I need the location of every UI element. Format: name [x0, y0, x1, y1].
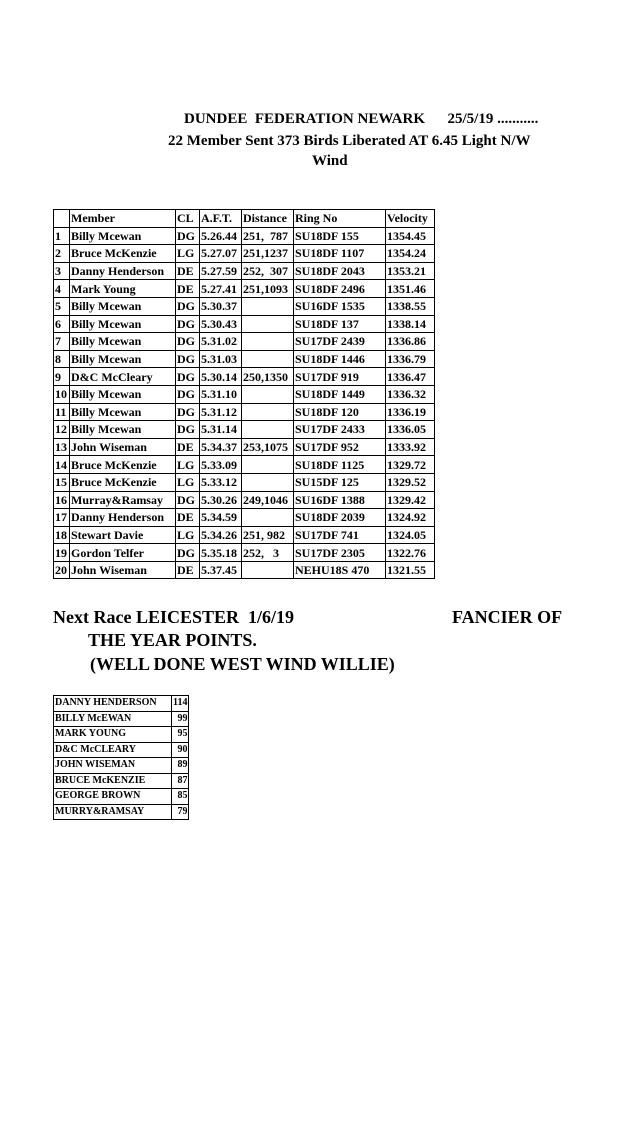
- cell-distance: [242, 403, 294, 421]
- cell-position: 1: [54, 227, 70, 245]
- cell-velocity: 1336.32: [386, 385, 435, 403]
- cell-class: DG: [176, 227, 200, 245]
- cell-velocity: 1336.86: [386, 333, 435, 351]
- cell-class: DE: [176, 509, 200, 527]
- results-table: [53, 209, 435, 579]
- cell-position: 15: [54, 473, 70, 491]
- points-cell-points: 85: [172, 789, 189, 805]
- cell-position: 11: [54, 403, 70, 421]
- cell-aft: 5.35.18: [200, 544, 242, 562]
- cell-distance: 253,1075: [242, 438, 294, 456]
- points-row: [54, 742, 189, 758]
- cell-member: Billy Mcewan: [70, 350, 176, 368]
- cell-position: 5: [54, 297, 70, 315]
- cell-distance: [242, 561, 294, 579]
- cell-velocity: 1338.14: [386, 315, 435, 333]
- points-row: [54, 727, 189, 743]
- cell-member: Billy Mcewan: [70, 315, 176, 333]
- points-cell-points: 79: [172, 804, 189, 820]
- cell-aft: 5.30.26: [200, 491, 242, 509]
- cell-distance: [242, 385, 294, 403]
- cell-velocity: 1324.05: [386, 526, 435, 544]
- cell-distance: 252, 3: [242, 544, 294, 562]
- race-header-title: DUNDEE FEDERATION NEWARK 25/5/19 ...........: [184, 111, 539, 127]
- cell-ring-no: SU17DF 2433: [294, 421, 386, 439]
- cell-member: Bruce McKenzie: [70, 245, 176, 263]
- points-cell-name: GEORGE BROWN: [54, 789, 172, 805]
- table-row: [54, 526, 435, 544]
- cell-aft: 5.27.59: [200, 262, 242, 280]
- cell-aft: 5.34.26: [200, 526, 242, 544]
- table-row: [54, 315, 435, 333]
- cell-class: DE: [176, 561, 200, 579]
- cell-class: DG: [176, 368, 200, 386]
- cell-ring-no: SU18DF 1446: [294, 350, 386, 368]
- cell-velocity: 1336.79: [386, 350, 435, 368]
- cell-aft: 5.33.12: [200, 473, 242, 491]
- cell-member: Billy Mcewan: [70, 297, 176, 315]
- cell-position: 6: [54, 315, 70, 333]
- cell-velocity: 1336.47: [386, 368, 435, 386]
- cell-velocity: 1322.76: [386, 544, 435, 562]
- cell-distance: 251, 982: [242, 526, 294, 544]
- cell-ring-no: SU18DF 120: [294, 403, 386, 421]
- cell-ring-no: SU17DF 919: [294, 368, 386, 386]
- points-row: [54, 758, 189, 774]
- table-row: [54, 403, 435, 421]
- cell-position: 8: [54, 350, 70, 368]
- cell-member: John Wiseman: [70, 438, 176, 456]
- cell-class: LG: [176, 473, 200, 491]
- table-row: [54, 491, 435, 509]
- cell-aft: 5.34.59: [200, 509, 242, 527]
- cell-distance: 251, 787: [242, 227, 294, 245]
- cell-member: Gordon Telfer: [70, 544, 176, 562]
- points-cell-name: DANNY HENDERSON: [54, 696, 172, 712]
- table-row: [54, 385, 435, 403]
- points-cell-name: JOHN WISEMAN: [54, 758, 172, 774]
- points-cell-points: 114: [172, 696, 189, 712]
- cell-ring-no: SU17DF 2439: [294, 333, 386, 351]
- table-row: [54, 456, 435, 474]
- cell-class: DG: [176, 385, 200, 403]
- cell-ring-no: NEHU18S 470: [294, 561, 386, 579]
- cell-ring-no: SU16DF 1388: [294, 491, 386, 509]
- table-row: [54, 333, 435, 351]
- cell-distance: 250,1350: [242, 368, 294, 386]
- cell-aft: 5.31.02: [200, 333, 242, 351]
- cell-position: 19: [54, 544, 70, 562]
- cell-class: LG: [176, 245, 200, 263]
- table-row: [54, 473, 435, 491]
- table-row: [54, 421, 435, 439]
- cell-distance: 251,1237: [242, 245, 294, 263]
- well-done-note: (WELL DONE WEST WIND WILLIE): [90, 654, 395, 674]
- cell-distance: 249,1046: [242, 491, 294, 509]
- cell-distance: [242, 350, 294, 368]
- cell-ring-no: SU18DF 137: [294, 315, 386, 333]
- cell-class: DE: [176, 438, 200, 456]
- cell-class: DG: [176, 315, 200, 333]
- cell-member: Billy Mcewan: [70, 227, 176, 245]
- cell-member: Murray&Ramsay: [70, 491, 176, 509]
- table-row: [54, 350, 435, 368]
- col-header-distance: Distance: [242, 210, 294, 228]
- cell-ring-no: SU15DF 125: [294, 473, 386, 491]
- cell-position: 7: [54, 333, 70, 351]
- race-header-details: 22 Member Sent 373 Birds Liberated AT 6.45 Light N/W: [168, 133, 531, 149]
- points-row: [54, 773, 189, 789]
- cell-velocity: 1329.52: [386, 473, 435, 491]
- cell-ring-no: SU18DF 2039: [294, 509, 386, 527]
- cell-member: D&C McCleary: [70, 368, 176, 386]
- points-row: [54, 789, 189, 805]
- cell-velocity: 1336.19: [386, 403, 435, 421]
- cell-velocity: 1338.55: [386, 297, 435, 315]
- cell-member: Mark Young: [70, 280, 176, 298]
- cell-position: 10: [54, 385, 70, 403]
- cell-aft: 5.31.12: [200, 403, 242, 421]
- cell-class: DG: [176, 421, 200, 439]
- fancier-heading-part1: FANCIER OF: [452, 607, 563, 627]
- cell-aft: 5.34.37: [200, 438, 242, 456]
- cell-member: Danny Henderson: [70, 262, 176, 280]
- points-cell-name: MURRY&RAMSAY: [54, 804, 172, 820]
- cell-aft: 5.33.09: [200, 456, 242, 474]
- cell-aft: 5.30.14: [200, 368, 242, 386]
- cell-member: Bruce McKenzie: [70, 473, 176, 491]
- cell-distance: 252, 307: [242, 262, 294, 280]
- cell-aft: 5.27.07: [200, 245, 242, 263]
- col-header-ring-no: Ring No: [294, 210, 386, 228]
- next-race-label: Next Race LEICESTER 1/6/19: [53, 607, 295, 627]
- cell-distance: [242, 456, 294, 474]
- cell-velocity: 1351.46: [386, 280, 435, 298]
- cell-position: 14: [54, 456, 70, 474]
- points-cell-points: 90: [172, 742, 189, 758]
- cell-member: Billy Mcewan: [70, 403, 176, 421]
- cell-ring-no: SU18DF 2043: [294, 262, 386, 280]
- cell-velocity: 1353.21: [386, 262, 435, 280]
- cell-aft: 5.26.44: [200, 227, 242, 245]
- points-cell-points: 99: [172, 711, 189, 727]
- table-row: [54, 227, 435, 245]
- table-row: [54, 245, 435, 263]
- cell-velocity: 1324.92: [386, 509, 435, 527]
- cell-distance: [242, 315, 294, 333]
- cell-aft: 5.30.43: [200, 315, 242, 333]
- cell-class: LG: [176, 456, 200, 474]
- cell-ring-no: SU16DF 1535: [294, 297, 386, 315]
- cell-distance: [242, 421, 294, 439]
- col-header-position: [54, 210, 70, 228]
- cell-position: 9: [54, 368, 70, 386]
- points-cell-points: 95: [172, 727, 189, 743]
- points-cell-points: 89: [172, 758, 189, 774]
- points-row: [54, 696, 189, 712]
- table-row: [54, 509, 435, 527]
- points-cell-name: BRUCE McKENZIE: [54, 773, 172, 789]
- cell-aft: 5.30.37: [200, 297, 242, 315]
- cell-class: LG: [176, 526, 200, 544]
- cell-ring-no: SU17DF 952: [294, 438, 386, 456]
- cell-member: Stewart Davie: [70, 526, 176, 544]
- col-header-class: CL: [176, 210, 200, 228]
- cell-ring-no: SU17DF 2305: [294, 544, 386, 562]
- cell-distance: 251,1093: [242, 280, 294, 298]
- cell-member: Billy Mcewan: [70, 385, 176, 403]
- cell-position: 18: [54, 526, 70, 544]
- cell-ring-no: SU18DF 2496: [294, 280, 386, 298]
- points-cell-name: BILLY McEWAN: [54, 711, 172, 727]
- cell-position: 12: [54, 421, 70, 439]
- cell-position: 13: [54, 438, 70, 456]
- col-header-member: Member: [70, 210, 176, 228]
- cell-velocity: 1336.05: [386, 421, 435, 439]
- cell-ring-no: SU18DF 1125: [294, 456, 386, 474]
- cell-ring-no: SU18DF 155: [294, 227, 386, 245]
- cell-position: 20: [54, 561, 70, 579]
- race-header-wind: Wind: [312, 153, 348, 169]
- cell-member: Danny Henderson: [70, 509, 176, 527]
- points-table: [53, 695, 189, 820]
- col-header-velocity: Velocity: [386, 210, 435, 228]
- cell-class: DE: [176, 280, 200, 298]
- cell-ring-no: SU18DF 1449: [294, 385, 386, 403]
- table-row: [54, 561, 435, 579]
- cell-aft: 5.31.14: [200, 421, 242, 439]
- cell-class: DG: [176, 297, 200, 315]
- cell-position: 17: [54, 509, 70, 527]
- cell-class: DG: [176, 403, 200, 421]
- cell-aft: 5.27.41: [200, 280, 242, 298]
- table-row: [54, 544, 435, 562]
- cell-position: 4: [54, 280, 70, 298]
- cell-velocity: 1329.72: [386, 456, 435, 474]
- cell-distance: [242, 473, 294, 491]
- table-row: [54, 438, 435, 456]
- table-row: [54, 280, 435, 298]
- cell-aft: 5.31.10: [200, 385, 242, 403]
- cell-class: DG: [176, 350, 200, 368]
- table-row: [54, 368, 435, 386]
- cell-member: Billy Mcewan: [70, 421, 176, 439]
- col-header-aft: A.F.T.: [200, 210, 242, 228]
- cell-aft: 5.31.03: [200, 350, 242, 368]
- cell-class: DG: [176, 491, 200, 509]
- cell-position: 16: [54, 491, 70, 509]
- cell-ring-no: SU18DF 1107: [294, 245, 386, 263]
- results-header-row: [54, 210, 435, 228]
- cell-velocity: 1329.42: [386, 491, 435, 509]
- cell-class: DG: [176, 333, 200, 351]
- cell-member: Billy Mcewan: [70, 333, 176, 351]
- cell-velocity: 1354.24: [386, 245, 435, 263]
- cell-ring-no: SU17DF 741: [294, 526, 386, 544]
- cell-aft: 5.37.45: [200, 561, 242, 579]
- points-cell-name: MARK YOUNG: [54, 727, 172, 743]
- fancier-heading-part2: THE YEAR POINTS.: [88, 630, 257, 650]
- cell-member: John Wiseman: [70, 561, 176, 579]
- table-row: [54, 297, 435, 315]
- cell-velocity: 1321.55: [386, 561, 435, 579]
- table-row: [54, 262, 435, 280]
- cell-position: 3: [54, 262, 70, 280]
- points-cell-name: D&C McCLEARY: [54, 742, 172, 758]
- points-row: [54, 711, 189, 727]
- cell-member: Bruce McKenzie: [70, 456, 176, 474]
- cell-distance: [242, 333, 294, 351]
- cell-position: 2: [54, 245, 70, 263]
- points-row: [54, 804, 189, 820]
- cell-velocity: 1354.45: [386, 227, 435, 245]
- cell-class: DG: [176, 544, 200, 562]
- cell-class: DE: [176, 262, 200, 280]
- points-cell-points: 87: [172, 773, 189, 789]
- cell-velocity: 1333.92: [386, 438, 435, 456]
- cell-distance: [242, 509, 294, 527]
- cell-distance: [242, 297, 294, 315]
